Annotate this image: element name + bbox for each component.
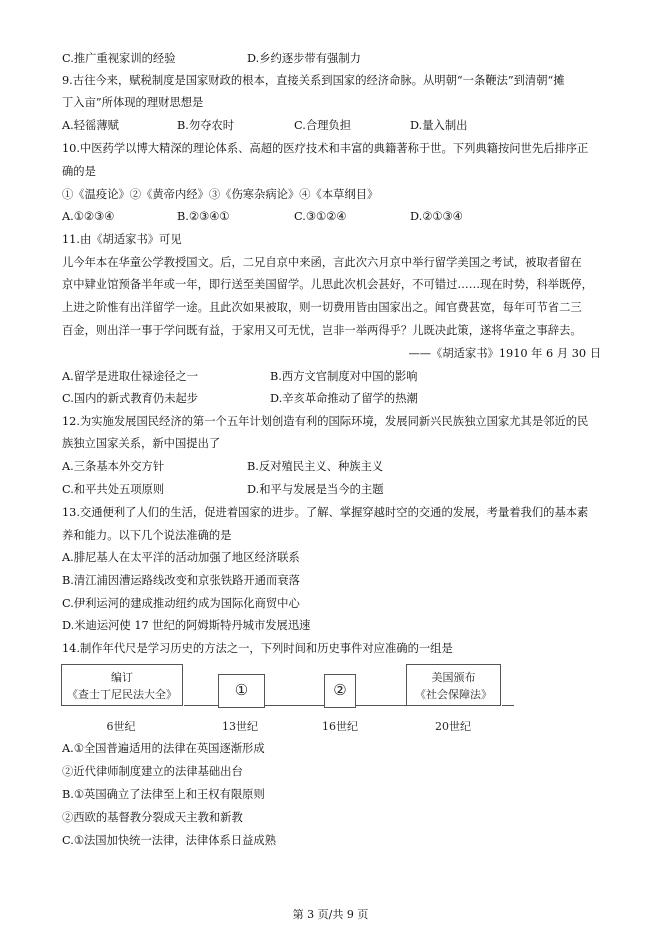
timeline-event-box-justinian <box>61 664 183 706</box>
q13-option-c: C.伊利运河的建成推动纽约成为国际化商贸中心 <box>62 597 300 610</box>
q9-option-d: D.量入制出 <box>410 119 468 132</box>
q9-stem-line2: 丁入亩”所体现的理财思想是 <box>62 96 204 109</box>
q9-stem-line1: 9.古往今来，赋税制度是国家财政的根本，直接关系到国家的经济命脉。从明朝“一条鞭法”到清朝“摊 <box>62 74 565 87</box>
q11-passage-line: 儿今年本在华童公学教授国文。后，二兄自京中来函，言此次六月京中举行留学美国之考试，被取者留在 <box>62 256 582 269</box>
q12-option-a: A.三条基本外交方针 <box>62 460 165 473</box>
box-text: 美国颁布 <box>431 671 476 684</box>
box-text: 《查士丁尼民法大全》 <box>67 688 177 701</box>
q10-option-a: A.①②③④ <box>62 210 115 223</box>
q9-option-c: C.合理负担 <box>294 119 352 132</box>
q13-stem-line1: 13.交通便利了人们的生活，促进着国家的进步。了解、掌握穿越时空的交通的发展，考量着我们的基本素 <box>62 506 589 519</box>
q10-option-c: C.③①②④ <box>294 210 347 223</box>
q11-passage-line: 京中肄业馆预备半年或一年，即行送至美国留学。儿思此次机会甚好，不可错过……现在时势，科举既停， <box>62 278 593 291</box>
timeline-event-box-2: ② <box>324 674 356 708</box>
q11-option-a: A.留学是进取仕禄途径之一 <box>62 370 199 383</box>
timeline-axis <box>354 705 406 706</box>
q8-option-c: C.推广重视家训的经验 <box>62 52 176 65</box>
box-text: 《社会保障法》 <box>415 688 492 701</box>
q11-option-b: B.西方文官制度对中国的影响 <box>270 370 418 383</box>
q10-stem-line1: 10.中医药学以博大精深的理论体系、高超的医疗技术和丰富的典籍著称于世。下列典籍按问世先后排序正 <box>62 142 589 155</box>
q14-option-c1: C.①法国加快统一法律，法律体系日益成熟 <box>62 834 277 847</box>
q10-stem-line2: 确的是 <box>62 165 96 178</box>
timeline-axis <box>184 705 218 706</box>
q11-option-c: C.国内的新式教育仍未起步 <box>62 392 199 405</box>
q14-option-b1: B.①英国确立了法律至上和王权有限原则 <box>62 788 265 801</box>
q10-option-b: B.②③④① <box>177 210 230 223</box>
q12-stem-line1: 12.为实施发展国民经济的第一个五年计划创造有利的国际环境，发展同新兴民族独立国家尤其是邻近的民 <box>62 415 589 428</box>
q13-option-d: D.米迪运河使 17 世纪的阿姆斯特丹城市发展迅速 <box>62 619 311 632</box>
q12-stem-line2: 族独立国家关系，新中国提出了 <box>62 437 221 450</box>
q12-option-d: D.和平与发展是当今的主题 <box>247 483 384 496</box>
q12-option-c: C.和平共处五项原则 <box>62 483 165 496</box>
q13-option-b: B.清江浦因漕运路线改变和京张铁路开通而衰落 <box>62 574 300 587</box>
q14-option-a1: A.①全国普遍适用的法律在英国逐渐形成 <box>62 742 265 755</box>
timeline-axis <box>502 705 514 706</box>
q11-passage-line: 百金，则出洋一事于学问既有益，于家用又可无忧，岂非一举两得乎？儿既决此策，遂将华童之事辞去。 <box>62 324 582 337</box>
q13-option-a: A.腓尼基人在太平洋的活动加强了地区经济联系 <box>62 551 300 564</box>
q14-stem: 14.制作年代尺是学习历史的方法之一，下列时间和历史事件对应准确的一组是 <box>62 642 453 655</box>
q9-option-b: B.勿夺农时 <box>177 119 235 132</box>
q11-source: ——《胡适家书》1910 年 6 月 30 日 <box>408 347 601 360</box>
timeline-label: 16世纪 <box>322 720 358 733</box>
timeline-event-box-social-security <box>406 664 501 706</box>
q11-passage-line: 上进之阶惟有出洋留学一途。且此次如果被取，则一切费用皆由国家出之。闻官费甚宽，每年可节省二三 <box>62 301 582 314</box>
timeline-label: 13世纪 <box>222 720 258 733</box>
timeline-event-box-1: ① <box>218 674 265 708</box>
q14-option-b2: ②西欧的基督教分裂成天主教和新教 <box>62 811 243 824</box>
q11-option-d: D.辛亥革命推动了留学的热潮 <box>270 392 418 405</box>
q10-option-d: D.②①③④ <box>410 210 463 223</box>
q9-option-a: A.轻徭薄赋 <box>62 119 119 132</box>
q13-stem-line2: 养和能力。以下几个说法准确的是 <box>62 529 232 542</box>
box-text: 编订 <box>111 671 133 684</box>
q11-stem: 11.由《胡适家书》可见 <box>62 233 182 246</box>
timeline-label: 6世纪 <box>106 720 136 733</box>
page-number: 第 3 页/共 9 页 <box>292 908 369 921</box>
q14-option-a2: ②近代律师制度建立的法律基础出台 <box>62 765 243 778</box>
timeline-label: 20世纪 <box>435 720 471 733</box>
timeline-axis <box>264 705 324 706</box>
q10-items: ①《温疫论》②《黄帝内经》③《伤寒杂病论》④《本草纲目》 <box>62 188 379 201</box>
q8-option-d: D.乡约逐步带有强制力 <box>247 52 361 65</box>
q12-option-b: B.反对殖民主义、种族主义 <box>247 460 384 473</box>
